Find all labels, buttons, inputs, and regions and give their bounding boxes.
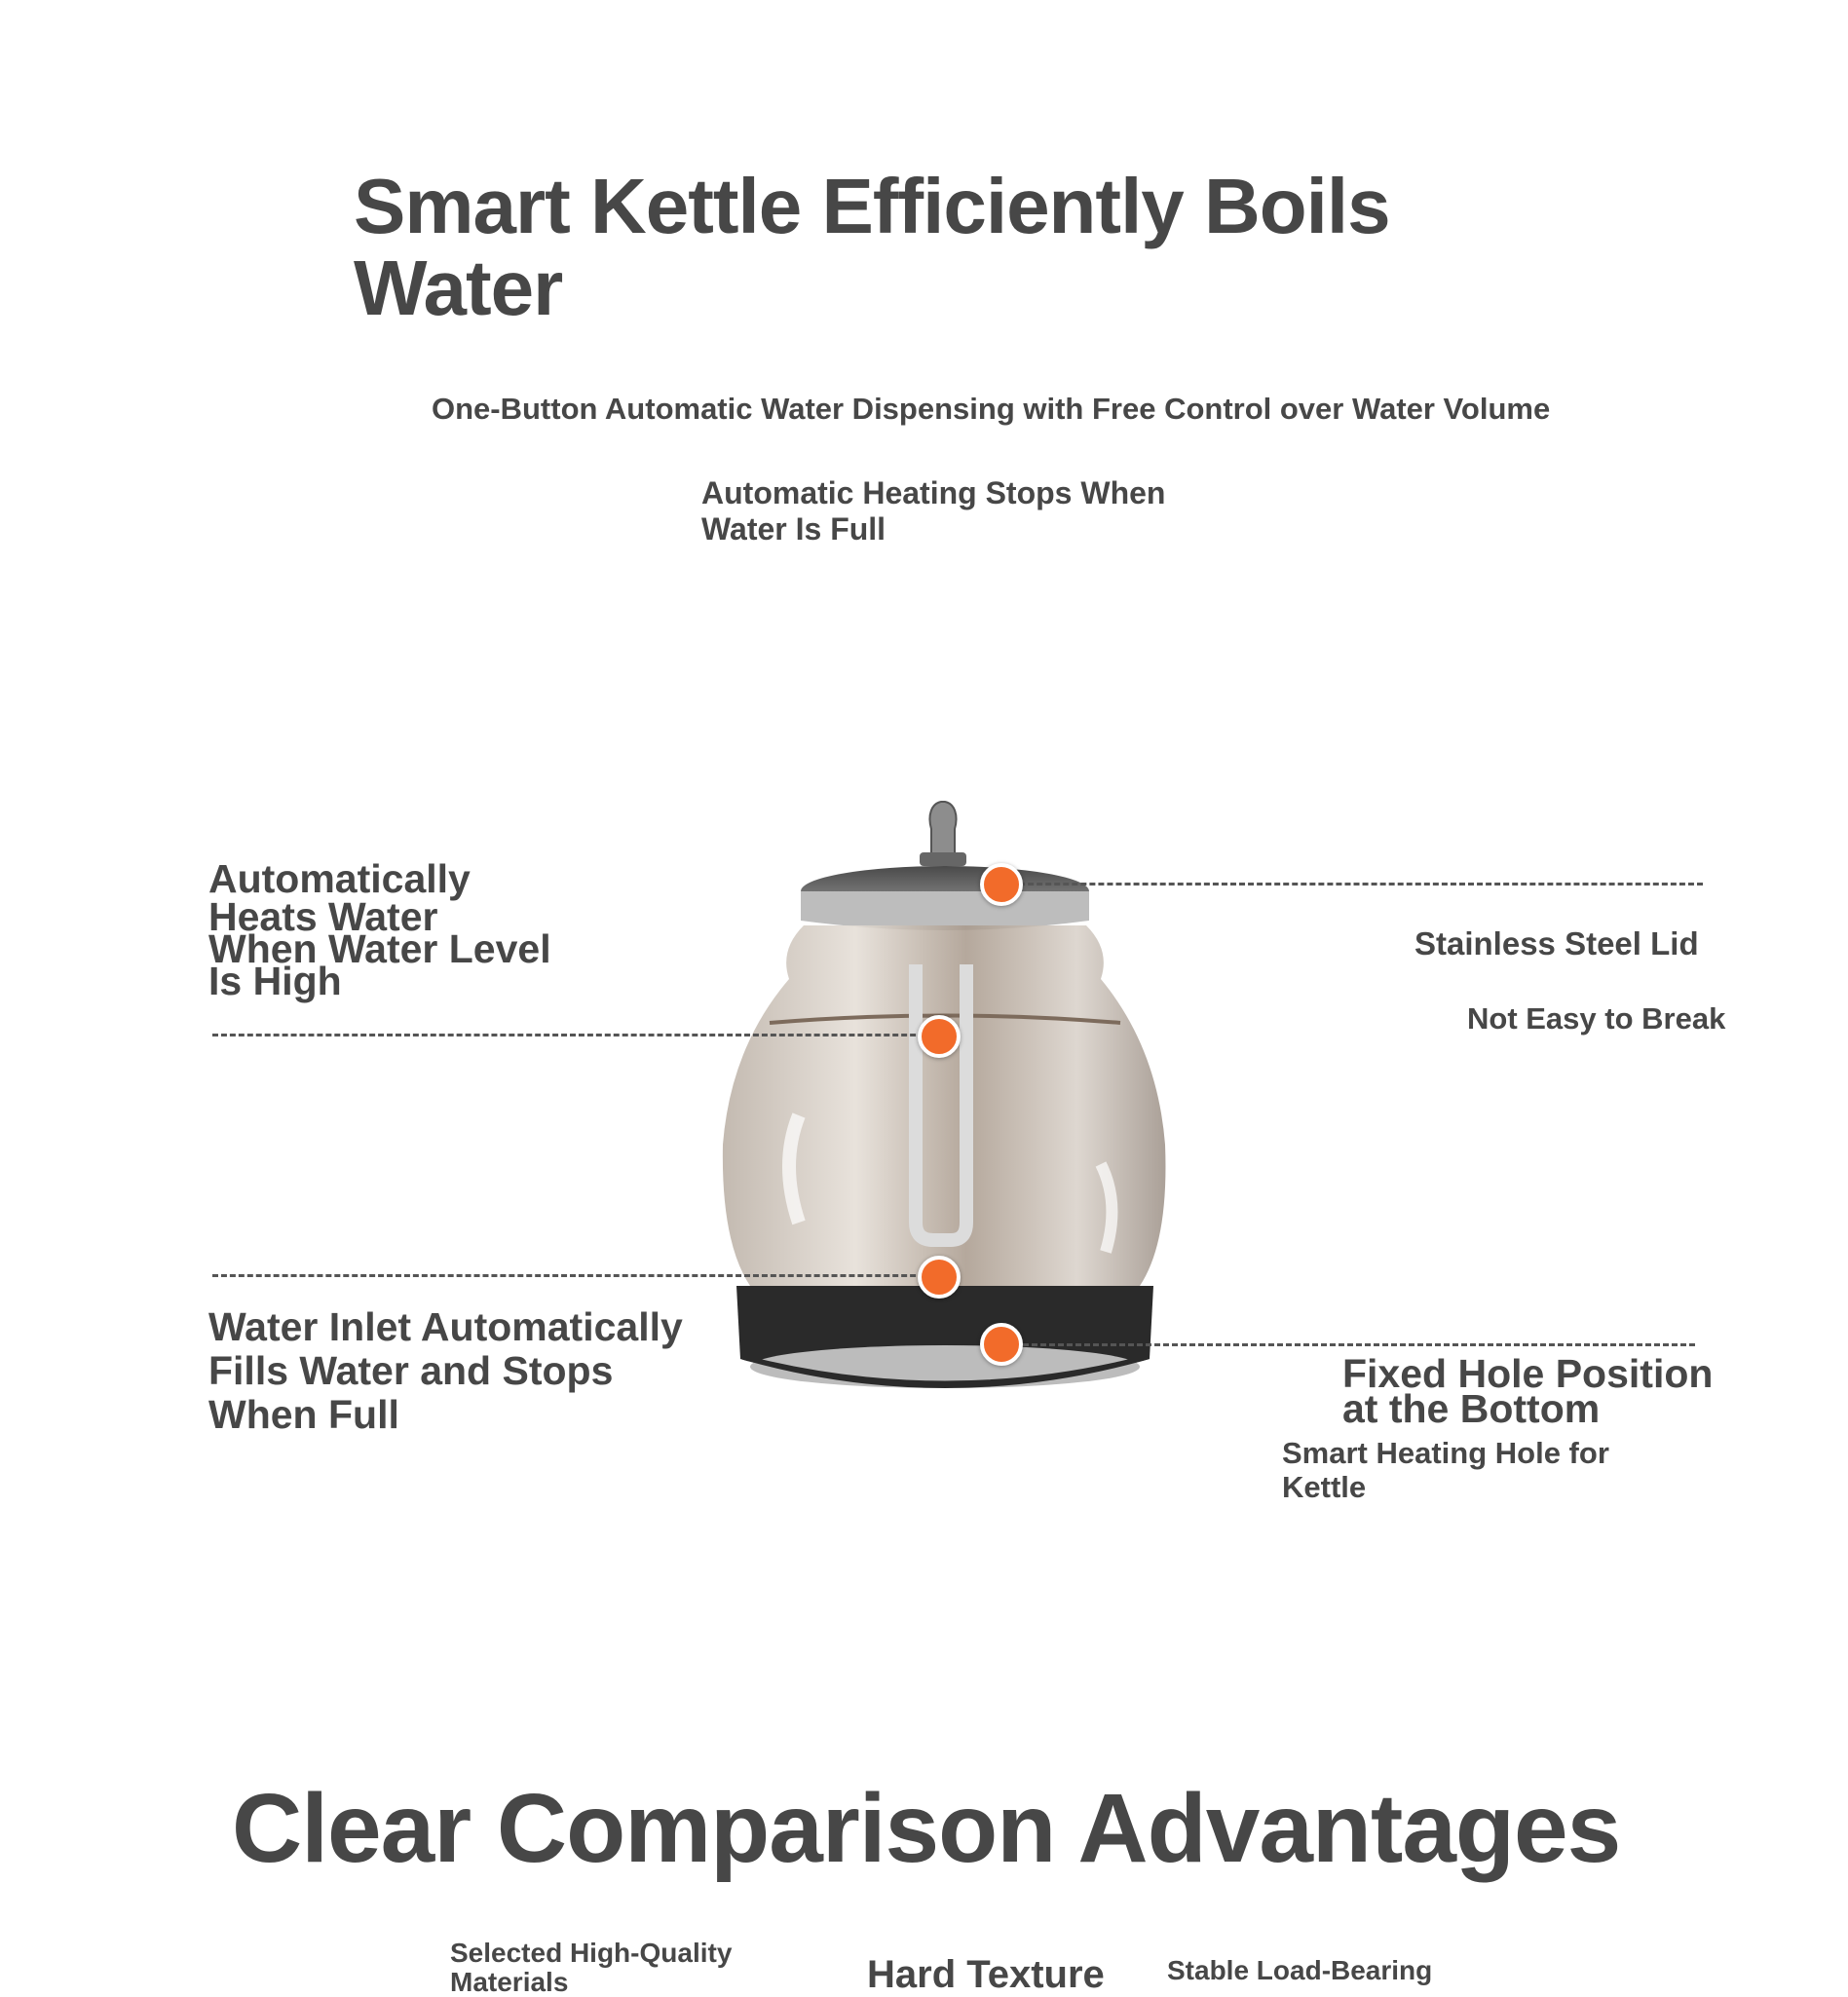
callout-line-lid xyxy=(1001,883,1703,885)
callout-dot-heat xyxy=(918,1015,961,1058)
feature-text: Automatic Heating Stops When Water Is Full xyxy=(701,475,1166,546)
callout-hole-title: Fixed Hole Position at the Bottom xyxy=(1342,1351,1714,1431)
advantage-hard-texture: Hard Texture xyxy=(867,1953,1105,1996)
callout-dot-hole xyxy=(980,1323,1023,1366)
callout-hole-sub: Smart Heating Hole for Kettle xyxy=(1282,1436,1609,1504)
callout-dot-lid xyxy=(980,863,1023,906)
page-title: Smart Kettle Efficiently Boils Water xyxy=(354,163,1390,331)
advantage-load-bearing: Stable Load-Bearing xyxy=(1167,1955,1433,1985)
advantage-materials: Selected High-Quality Materials xyxy=(450,1938,733,1997)
section-heading: Clear Comparison Advantages xyxy=(232,1774,1621,1883)
callout-line-inlet xyxy=(212,1274,933,1277)
callout-lid-title: Stainless Steel Lid xyxy=(1414,925,1699,961)
callout-inlet: Water Inlet Automatically Fills Water and Stops When Full xyxy=(208,1304,683,1437)
kettle-illustration xyxy=(711,794,1179,1417)
callout-line-hole xyxy=(1023,1343,1695,1346)
callout-dot-inlet xyxy=(918,1256,961,1299)
subtitle: One-Button Automatic Water Dispensing with Free Control over Water Volume xyxy=(432,392,1551,426)
callout-lid-sub: Not Easy to Break xyxy=(1467,1001,1726,1036)
callout-auto-heat: Automatically Heats Water When Water Level Is High xyxy=(208,856,551,1003)
callout-line-heat xyxy=(212,1034,933,1036)
